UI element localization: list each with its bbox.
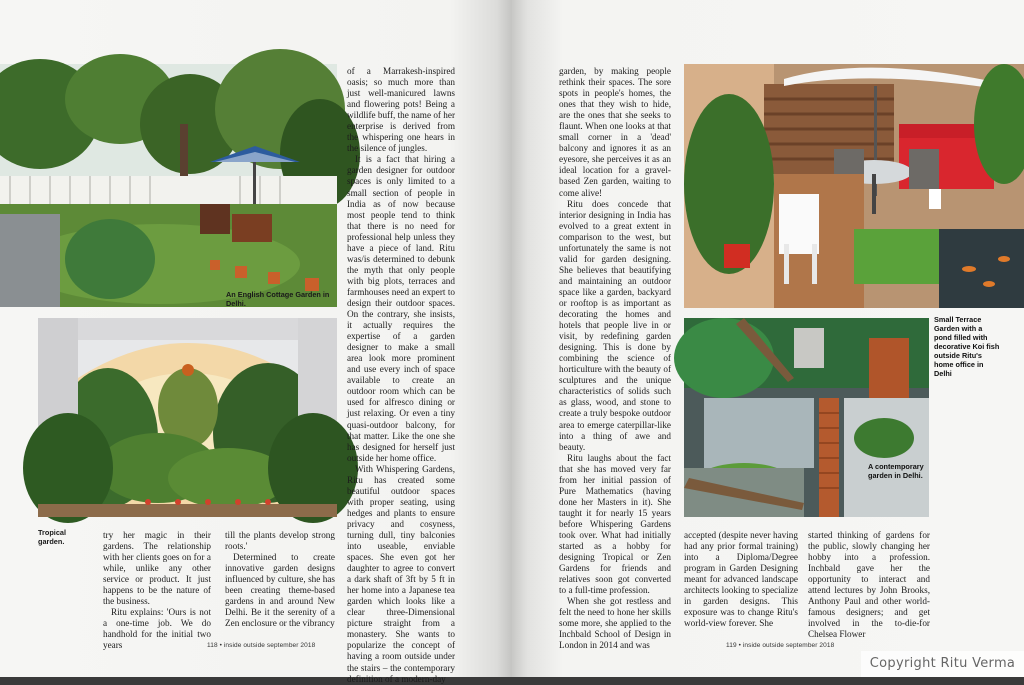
caption-tropical-garden: Tropical garden. (38, 528, 66, 546)
tropical-garden-photo (38, 318, 337, 517)
left-page (0, 0, 512, 684)
caption-contemporary-garden: A contemporary garden in Delhi. (868, 462, 924, 480)
english-cottage-garden-photo (0, 64, 337, 307)
right-page (512, 0, 1024, 677)
paragraph: Ritu does concede that interior designing in India has evolved to a great extent in comparison to the west, but unfortunately the same is not valid for garden designing. She believes that beautifying and maintaining an outdoor space like a garden, backyard or rooftop is as important as decorating the homes and hotels that people live in or visit, by redefining garden designing. This is done by combining the science of horticulture with the beauty of sculptures and the unique characteristics of solids such as glass, wood, and stone to create a truly bespoke outdoor area to emerge caterpillar-like into a thing of awe and beauty. (559, 198, 671, 452)
left-column-top (347, 66, 455, 685)
paragraph: Determined to create innovative garden designs influenced by culture, she has been creating theme-based gardens in and around New Delhi. Be it the serenity of a Zen enclosure or the vibrancy (225, 552, 335, 629)
folio-right: 119 • inside outside september 2018 (726, 642, 835, 649)
paragraph: Ritu laughs about the fact that she has moved very far from her initial passion of Pure Mathematics (having done her Masters in it). She taught it for nearly 15 years before Whispering Gardens took over. What had initially started as a hobby for designing Tropical or Zen Gardens for friends and relatives soon got converted to a full-time profession. (559, 452, 671, 596)
paragraph: till the plants develop strong roots.' (225, 530, 335, 552)
paragraph: of a Marrakesh-inspired oasis; so much more than just well-manicured lawns and flowering pots! Being a wildlife buff, the name of her enterprise is derived from the whispering one hears in the silence of jungles. (347, 66, 456, 154)
paragraph: With Whispering Gardens, Ritu has created some beautiful outdoor spaces with proper seating, using hedges and plants to ensure privacy and cosyness, turning dull, tiny balconies into useable, enviable spaces. She even got her daughter to agree to convert a dark shaft of 3ft by 5 ft in her home into a Japanese tea garden which looks like a clear three-Dimensional picture straight from a monastery. She wants to popularize the concept of having a room outside under the stairs – the contemporary definition of a modern-day (347, 463, 455, 684)
terrace-garden-photo (684, 64, 1024, 308)
left-column-b (225, 530, 335, 629)
right-column-top (559, 66, 671, 651)
copyright-watermark: Copyright Ritu Verma (861, 651, 1024, 677)
right-column-a (684, 530, 798, 629)
folio-left: 118 • inside outside september 2018 (207, 642, 316, 649)
paragraph: It is a fact that hiring a garden designer for outdoor spaces is only limited to a small section of people in India as of now because most people tend to think that there is no need for professional help unless they have a piece of land. Ritu was/is determined to debunk the myth that only people with big plots, terraces and farmhouses need an expert to design their outdoor spaces. On the contrary, she insists, it actually requires the expertise of a garden designer to make a small area look more prominent and use every inch of space available to create an outdoor room which can be used for alfresco dining or just relaxing. Or even a tiny quasi-outdoor balcony, for that matter. Like the one she has designed for herself just outside her home office. (347, 154, 455, 463)
paragraph: When she got restless and felt the need to hone her skills some more, she applied to the Inchbald School of Design in London in 2014 and was (559, 596, 671, 651)
paragraph: garden, by making people rethink their spaces. The sore spots in people's homes, the ones that they wish to hide, are the ones that she seeks to flaunt. When one looks at that small corner in a 'dead' balcony and ignores it as an eyesore, she perceives it as an ideal location for a gravel-based Zen garden, waiting to come alive! (559, 66, 671, 198)
paragraph: accepted (despite never having had any prior formal training) into a Diploma/Degree program in Garden Designing meant for advanced landscape architects looking to specialize in garden designs. This exposure was to change Ritu's world-view forever. She (684, 530, 798, 629)
left-column-a (103, 530, 211, 652)
paragraph: started thinking of gardens for the public, slowly changing her hobby into a profession. Inchbald gave her the opportunity to interact and attend lectures by John Brooks, Anthony Paul and other world-famous designers; and get involved in the to-die-for Chelsea Flower (808, 530, 930, 640)
paragraph: Ritu explains: 'Ours is not a one-time job. We do handhold for the initial two years (103, 607, 211, 651)
contemporary-garden-photo (684, 318, 929, 517)
caption-terrace-garden: Small Terrace Garden with a pond filled with decorative Koi fish outside Ritu's home office in Delhi (934, 315, 1000, 378)
caption-cottage-garden: An English Cottage Garden in Delhi. (226, 290, 330, 308)
paragraph: try her magic in their gardens. The relationship with her clients goes on for a while, unlike any other service or product. It just happens to be the nature of the business. (103, 530, 211, 607)
right-column-b (808, 530, 930, 640)
